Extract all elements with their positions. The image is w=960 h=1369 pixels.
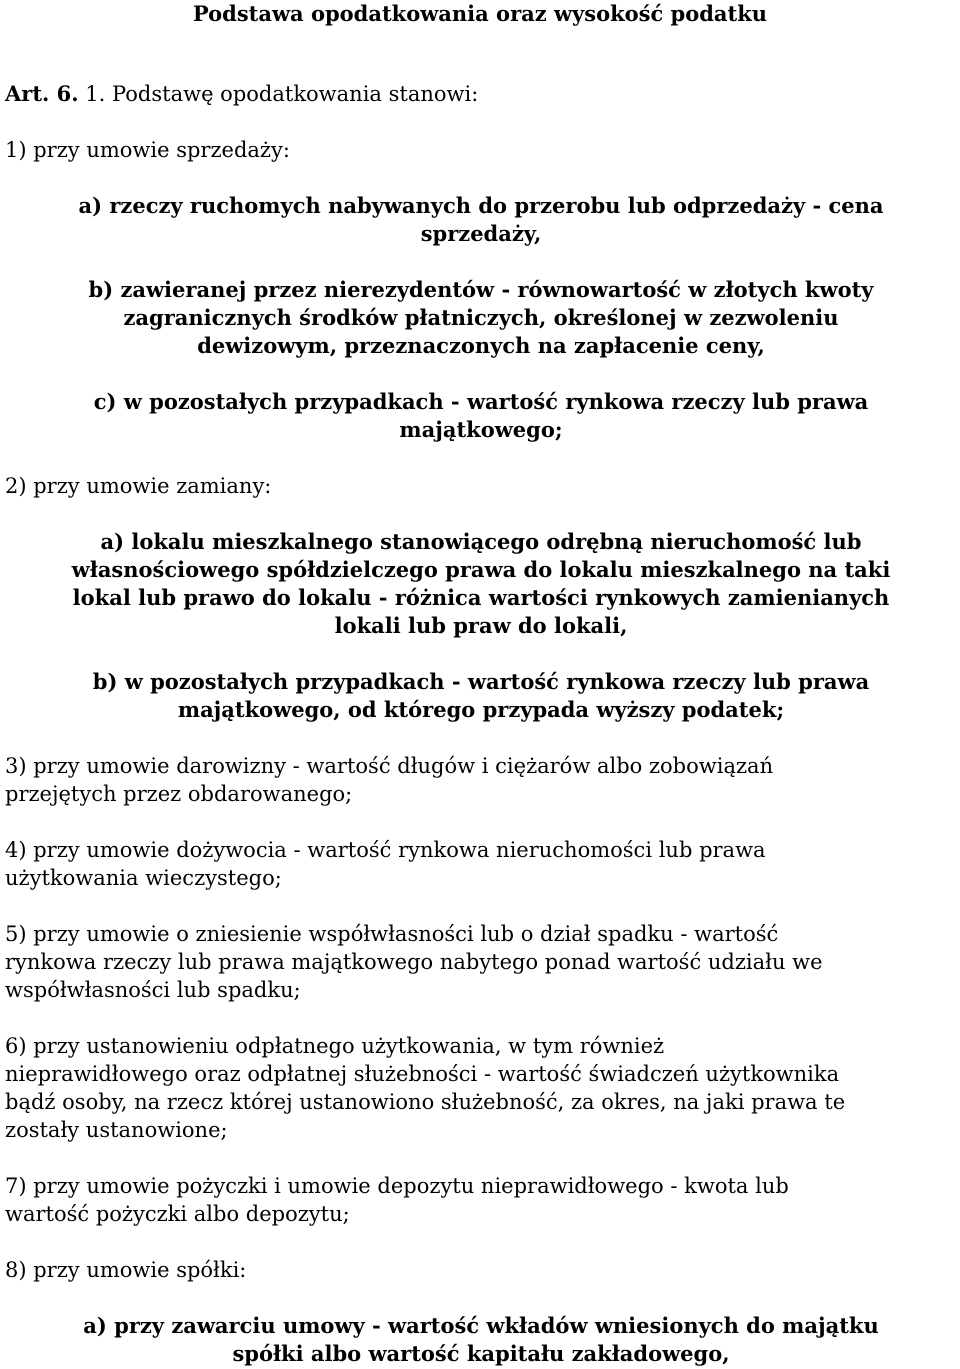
item-1b-line-1: b) zawieranej przez nierezydentów - równowartość w złotych kwoty: [88, 277, 874, 302]
item-1c-line-1: c) w pozostałych przypadkach - wartość rynkowa rzeczy lub prawa: [93, 389, 869, 414]
item-1: 1) przy umowie sprzedaży:: [5, 138, 290, 162]
item-4-line-1: 4) przy umowie dożywocia - wartość rynkowa nieruchomości lub prawa: [5, 838, 766, 862]
item-7-line-2: wartość pożyczki albo depozytu;: [5, 1202, 350, 1226]
item-1a-line-2: sprzedaży,: [420, 221, 542, 246]
item-2: 2) przy umowie zamiany:: [5, 474, 272, 498]
item-6-line-2: nieprawidłowego oraz odpłatnej służebności - wartość świadczeń użytkownika: [5, 1062, 840, 1086]
item-3-line-2: przejętych przez obdarowanego;: [5, 782, 353, 806]
article-intro: 1. Podstawę opodatkowania stanowi:: [85, 82, 479, 106]
item-2b-line-1: b) w pozostałych przypadkach - wartość rynkowa rzeczy lub prawa: [92, 669, 870, 694]
item-2a-line-1: a) lokalu mieszkalnego stanowiącego odrębną nieruchomość lub: [100, 529, 862, 554]
item-7-line-1: 7) przy umowie pożyczki i umowie depozytu nieprawidłowego - kwota lub: [5, 1174, 789, 1198]
item-2a-line-3: lokal lub prawo do lokalu - różnica wartości rynkowych zamienianych: [72, 585, 890, 610]
item-6-line-1: 6) przy ustanowieniu odpłatnego użytkowania, w tym również: [5, 1034, 665, 1058]
article-label: Art. 6.: [5, 81, 79, 106]
item-8: 8) przy umowie spółki:: [5, 1258, 247, 1282]
item-8a-line-2: spółki albo wartość kapitału zakładowego,: [232, 1341, 730, 1366]
item-6-line-3: bądź osoby, na rzecz której ustanowiono służebność, za okres, na jaki prawa te: [5, 1090, 846, 1114]
item-1b-line-3: dewizowym, przeznaczonych na zapłacenie ceny,: [197, 333, 765, 358]
item-6-line-4: zostały ustanowione;: [5, 1118, 228, 1142]
section-title: Podstawa opodatkowania oraz wysokość podatku: [192, 1, 768, 26]
item-5-line-3: współwłasności lub spadku;: [5, 978, 301, 1002]
item-2b-line-2: majątkowego, od którego przypada wyższy podatek;: [177, 697, 785, 722]
item-3-line-1: 3) przy umowie darowizny - wartość długów i ciężarów albo zobowiązań: [5, 754, 774, 778]
item-8a-line-1: a) przy zawarciu umowy - wartość wkładów wniesionych do majątku: [83, 1313, 879, 1338]
item-2a-line-2: własnościowego spółdzielczego prawa do lokalu mieszkalnego na taki: [71, 557, 891, 582]
item-1b-line-2: zagranicznych środków płatniczych, określonej w zezwoleniu: [123, 305, 839, 330]
item-5-line-2: rynkowa rzeczy lub prawa majątkowego nabytego ponad wartość udziału we: [5, 950, 823, 974]
item-1c-line-2: majątkowego;: [399, 417, 563, 442]
item-5-line-1: 5) przy umowie o zniesienie współwłasności lub o dział spadku - wartość: [5, 922, 779, 946]
item-2a-line-4: lokali lub praw do lokali,: [334, 613, 628, 638]
item-1a-line-1: a) rzeczy ruchomych nabywanych do przerobu lub odprzedaży - cena: [78, 193, 884, 218]
item-4-line-2: użytkowania wieczystego;: [5, 866, 282, 890]
article-heading: [5, 80, 957, 108]
